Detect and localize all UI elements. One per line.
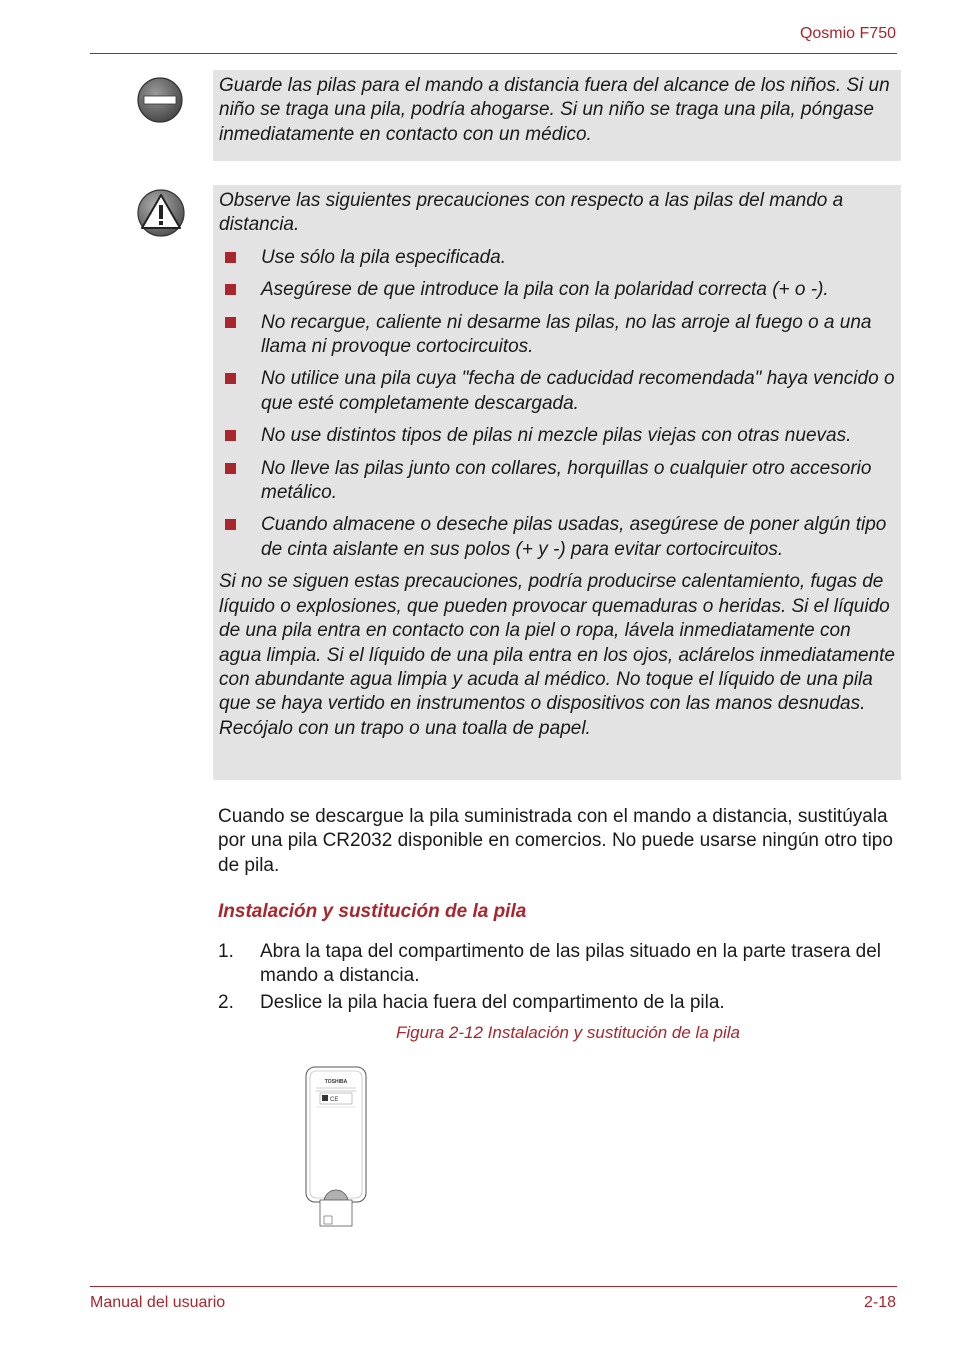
step-item: 1. Abra la tapa del compartimento de las pilas situado en la parte trasera del mando a distancia. — [218, 941, 882, 987]
precautions-list — [219, 246, 895, 562]
battery-tray — [320, 1200, 352, 1226]
list-item: No utilice una pila cuya "fecha de caducidad recomendada" haya vencido o que esté completamente descargada. — [219, 367, 895, 416]
list-item: Asegúrese de que introduce la pila con la polaridad correcta (+ o -). — [219, 278, 895, 302]
figure-caption: Figura 2-12 Instalación y sustitución de la pila — [396, 1023, 740, 1042]
bullet-square-icon — [225, 284, 236, 295]
footer-rule — [90, 1286, 897, 1287]
note-closing: Si no se siguen estas precauciones, podría producirse calentamiento, fugas de líquido o explosiones, que pueden provocar quemaduras o heridas. Si el líquido de una pila entra en contacto con la piel o ropa, lávela inmediatamente con agua limpia. Si el líquido de una pila entra en los ojos, aclárelos inmediatamente con abundante agua limpia y acuda al médico. No toque el líquido de una pila que se haya vertido en instrumentos o dispositivos con las manos desnudas. Recójalo con un trapo o una toalla de papel. — [219, 571, 895, 739]
bullet-square-icon — [225, 519, 236, 530]
recycle-mark-icon — [322, 1095, 328, 1101]
bullet-square-icon — [225, 252, 236, 263]
safety-note-children — [213, 70, 901, 161]
safety-note-precautions — [213, 185, 901, 780]
steps-list — [218, 940, 898, 1017]
note-intro: Observe las siguientes precauciones con respecto a las pilas del mando a distancia. — [219, 190, 844, 236]
list-item: No recargue, caliente ni desarme las pilas, no las arroje al fuego o a una llama ni provoque cortocircuitos. — [219, 311, 895, 360]
list-item: No use distintos tipos de pilas ni mezcle pilas viejas con otras nuevas. — [219, 424, 895, 448]
page-number: 2-18 — [863, 1294, 896, 1311]
list-item: Cuando almacene o deseche pilas usadas, asegúrese de poner algún tipo de cinta aislante en sus polos (+ y -) para evitar cortocircuitos. — [219, 513, 895, 562]
step-item: 2. Deslice la pila hacia fuera del compartimento de la pila. — [218, 991, 725, 1013]
prohibited-icon — [136, 76, 184, 124]
bullet-square-icon — [225, 430, 236, 441]
note-text: Guarde las pilas para el mando a distancia fuera del alcance de los niños. Si un niño se traga una pila, podría ahogarse. Si un niño se traga una pila, póngase inmediatamente en contacto con un médico. — [219, 75, 890, 145]
bullet-square-icon — [225, 373, 236, 384]
remote-control-illustration — [300, 1062, 372, 1232]
warning-icon — [136, 188, 186, 238]
section-heading: Instalación y sustitución de la pila — [218, 901, 527, 922]
header-rule — [90, 53, 897, 54]
bullet-square-icon — [225, 463, 236, 474]
toshiba-logo-text: TOSHIBA — [324, 1079, 348, 1085]
list-item: Use sólo la pila especificada. — [219, 246, 895, 270]
ce-mark-icon: CE — [330, 1097, 339, 1103]
footer-manual-title: Manual del usuario — [90, 1294, 226, 1311]
list-item: No lleve las pilas junto con collares, horquillas o cualquier otro accesorio metálico. — [219, 457, 895, 506]
bullet-square-icon — [225, 317, 236, 328]
body-paragraph: Cuando se descargue la pila suministrada con el mando a distancia, sustitúyala por una pila CR2032 disponible en comercios. No puede usarse ningún otro tipo de pila. — [218, 806, 893, 876]
header-title: Qosmio F750 — [799, 25, 896, 42]
